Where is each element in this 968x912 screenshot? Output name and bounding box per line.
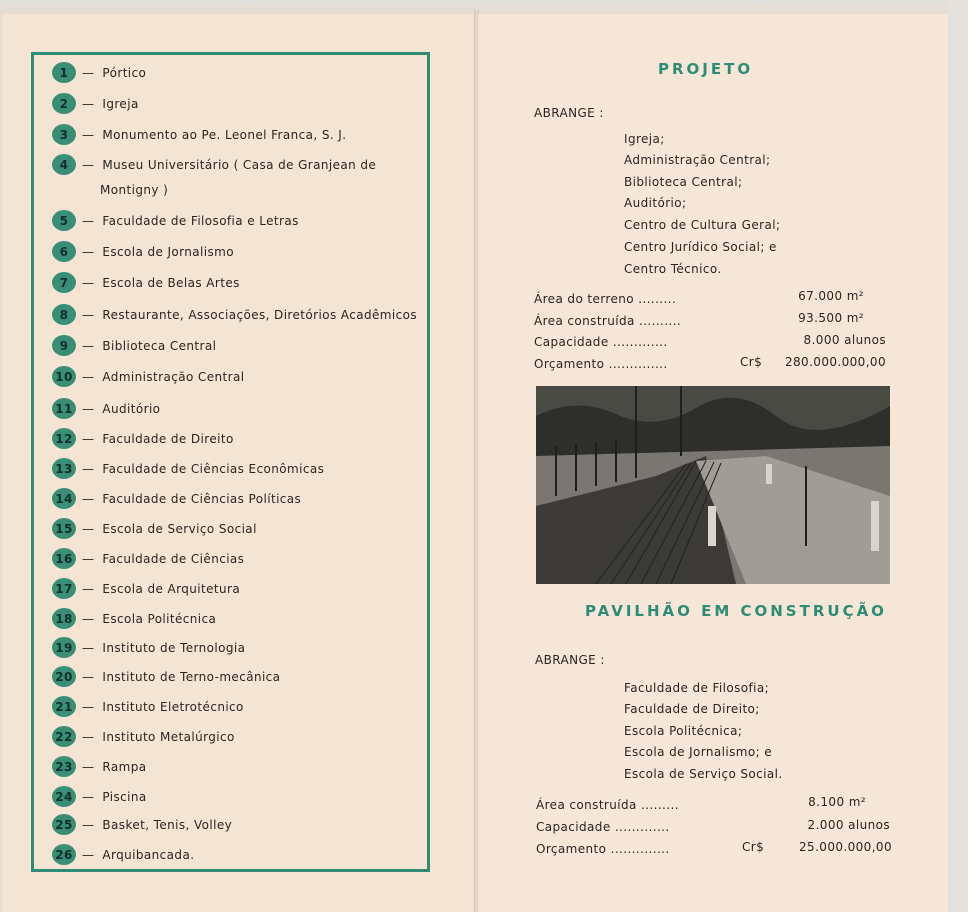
legend-dash: —	[82, 244, 95, 259]
legend-label: Escola de Belas Artes	[102, 275, 240, 290]
legend-item	[52, 154, 376, 175]
legend-number-badge: 22	[52, 726, 76, 747]
legend-dash: —	[82, 213, 95, 228]
construction-photo-graphic	[536, 386, 890, 584]
legend-dash: —	[82, 65, 95, 80]
projeto-stat-label: Área construída ..........	[534, 314, 682, 328]
pavilhao-stat-label: Capacidade .............	[536, 820, 670, 834]
legend-dash: —	[82, 611, 95, 626]
pavilhao-stat-label: Orçamento ..............	[536, 842, 670, 856]
legend-label: Auditório	[102, 401, 161, 416]
projeto-abrange-item: Administração Central;	[624, 153, 771, 167]
legend-label: Administração Central	[102, 369, 245, 384]
legend-label: Biblioteca Central	[102, 338, 217, 353]
legend-number-badge: 10	[52, 366, 76, 387]
legend-item	[52, 398, 160, 419]
projeto-stat-value: 8.000 alunos	[803, 333, 886, 347]
legend-item	[52, 93, 139, 114]
legend-number-badge: 15	[52, 518, 76, 539]
legend-item	[52, 335, 216, 356]
legend-item	[52, 272, 240, 293]
legend-dash: —	[82, 640, 95, 655]
legend-number-badge: 7	[52, 272, 76, 293]
legend-item	[52, 696, 244, 717]
legend-item	[52, 366, 244, 387]
legend-dash: —	[82, 275, 95, 290]
legend-label: Faculdade de Ciências Políticas	[102, 491, 302, 506]
legend-dash: —	[82, 338, 95, 353]
legend-label: Basket, Tenis, Volley	[102, 817, 233, 832]
legend-item	[52, 578, 240, 599]
legend-label: Escola Politécnica	[102, 611, 217, 626]
legend-dash: —	[82, 369, 95, 384]
pavilhao-abrange-item: Escola de Serviço Social.	[624, 767, 783, 781]
legend-dash: —	[82, 669, 95, 684]
legend-item	[52, 637, 245, 658]
legend-label: Restaurante, Associações, Diretórios Acadêmicos	[102, 307, 417, 322]
legend-number-badge: 17	[52, 578, 76, 599]
pavilhao-title: PAVILHÃO EM CONSTRUÇÃO	[585, 602, 887, 620]
legend-label: Faculdade de Ciências Econômicas	[102, 461, 325, 476]
legend-label: Faculdade de Filosofia e Letras	[102, 213, 299, 228]
projeto-abrange-item: Centro Técnico.	[624, 262, 722, 276]
pavilhao-abrange-item: Escola Politécnica;	[624, 724, 743, 738]
legend-dash: —	[82, 759, 95, 774]
legend-number-badge: 23	[52, 756, 76, 777]
projeto-stat-value: 67.000 m²	[798, 289, 864, 303]
pavilhao-currency: Cr$	[742, 840, 765, 854]
construction-photo	[536, 386, 890, 584]
legend-label: Escola de Serviço Social	[102, 521, 257, 536]
legend-number-badge: 11	[52, 398, 76, 419]
legend-label: Escola de Jornalismo	[102, 244, 235, 259]
projeto-abrange-item: Auditório;	[624, 196, 687, 210]
legend-number-badge: 5	[52, 210, 76, 231]
legend-label: Pórtico	[102, 65, 147, 80]
legend-item	[52, 304, 417, 325]
legend-item	[52, 62, 146, 83]
legend-dash: —	[82, 431, 95, 446]
legend-label: Faculdade de Ciências	[102, 551, 245, 566]
projeto-stat-value: 280.000.000,00	[784, 355, 886, 369]
legend-number-badge: 13	[52, 458, 76, 479]
legend-label: Escola de Arquitetura	[102, 581, 241, 596]
legend-dash: —	[82, 127, 95, 142]
pavilhao-stat-value: 8.100 m²	[808, 795, 866, 809]
legend-dash: —	[82, 817, 95, 832]
legend-number-badge: 3	[52, 124, 76, 145]
legend-dash: —	[82, 551, 95, 566]
legend-dash: —	[82, 847, 95, 862]
projeto-abrange-item: Centro Jurídico Social; e	[624, 240, 777, 254]
legend-label: Instituto Metalúrgico	[102, 729, 235, 744]
legend-number-badge: 4	[52, 154, 76, 175]
projeto-currency: Cr$	[740, 355, 763, 369]
legend-number-badge: 20	[52, 666, 76, 687]
legend-item	[52, 518, 257, 539]
legend-number-badge: 21	[52, 696, 76, 717]
pavilhao-abrange-item: Escola de Jornalismo; e	[624, 745, 773, 759]
projeto-title: PROJETO	[658, 60, 754, 78]
projeto-abrange-item: Centro de Cultura Geral;	[624, 218, 781, 232]
legend-label: Instituto de Ternologia	[102, 640, 246, 655]
legend-number-badge: 24	[52, 786, 76, 807]
legend-item	[52, 210, 299, 231]
legend-item	[52, 608, 216, 629]
projeto-abrange-item: Igreja;	[624, 132, 665, 146]
legend-number-badge: 12	[52, 428, 76, 449]
legend-number-badge: 1	[52, 62, 76, 83]
legend-dash: —	[82, 729, 95, 744]
page-right-edge	[948, 0, 968, 912]
projeto-stat-label: Orçamento ..............	[534, 357, 668, 371]
legend-label: Arquibancada.	[102, 847, 195, 862]
legend-item	[52, 756, 147, 777]
legend-dash: —	[82, 307, 95, 322]
legend-number-badge: 18	[52, 608, 76, 629]
legend-label: Museu Universitário ( Casa de Granjean de	[102, 157, 377, 172]
legend-item	[52, 814, 232, 835]
legend-number-badge: 2	[52, 93, 76, 114]
legend-label: Igreja	[102, 96, 139, 111]
legend-number-badge: 25	[52, 814, 76, 835]
legend-item	[52, 428, 234, 449]
legend-dash: —	[82, 581, 95, 596]
pavilhao-abrange-item: Faculdade de Direito;	[624, 702, 760, 716]
legend-label: Instituto Eletrotécnico	[102, 699, 244, 714]
legend-item	[52, 726, 235, 747]
page-top-edge	[0, 0, 968, 14]
legend-item	[52, 844, 194, 865]
pavilhao-abrange-item: Faculdade de Filosofia;	[624, 681, 770, 695]
pavilhao-stat-label: Área construída .........	[536, 798, 679, 812]
legend-dash: —	[82, 157, 95, 172]
projeto-abrange-item: Biblioteca Central;	[624, 175, 743, 189]
legend-dash: —	[82, 401, 95, 416]
legend-dash: —	[82, 461, 95, 476]
legend-label: Faculdade de Direito	[102, 431, 234, 446]
pavilhao-stat-value: 25.000.000,00	[799, 840, 892, 854]
legend-dash: —	[82, 699, 95, 714]
projeto-stat-value: 93.500 m²	[798, 311, 864, 325]
legend-number-badge: 8	[52, 304, 76, 325]
legend-dash: —	[82, 789, 95, 804]
legend-dash: —	[82, 521, 95, 536]
legend-number-badge: 6	[52, 241, 76, 262]
legend-item	[52, 488, 301, 509]
legend-item	[52, 786, 147, 807]
legend-label: Monumento ao Pe. Leonel Franca, S. J.	[102, 127, 347, 142]
projeto-abrange-label: ABRANGE :	[534, 106, 604, 120]
legend-number-badge: 14	[52, 488, 76, 509]
legend-label: Piscina	[102, 789, 147, 804]
legend-dash: —	[82, 491, 95, 506]
pavilhao-stat-value: 2.000 alunos	[807, 818, 890, 832]
legend-label: Rampa	[102, 759, 147, 774]
legend-item	[52, 548, 244, 569]
legend-number-badge: 19	[52, 637, 76, 658]
legend-label: Instituto de Terno-mecânica	[102, 669, 281, 684]
legend-number-badge: 9	[52, 335, 76, 356]
legend-dash: —	[82, 96, 95, 111]
legend-item	[52, 666, 280, 687]
legend-item	[52, 458, 324, 479]
legend-item	[52, 124, 346, 145]
legend-label-continuation: Montigny )	[100, 183, 169, 197]
pavilhao-abrange-label: ABRANGE :	[535, 653, 605, 667]
projeto-stat-label: Capacidade .............	[534, 335, 668, 349]
legend-item	[52, 241, 234, 262]
legend-number-badge: 16	[52, 548, 76, 569]
legend-number-badge: 26	[52, 844, 76, 865]
projeto-stat-label: Área do terreno .........	[534, 292, 677, 306]
